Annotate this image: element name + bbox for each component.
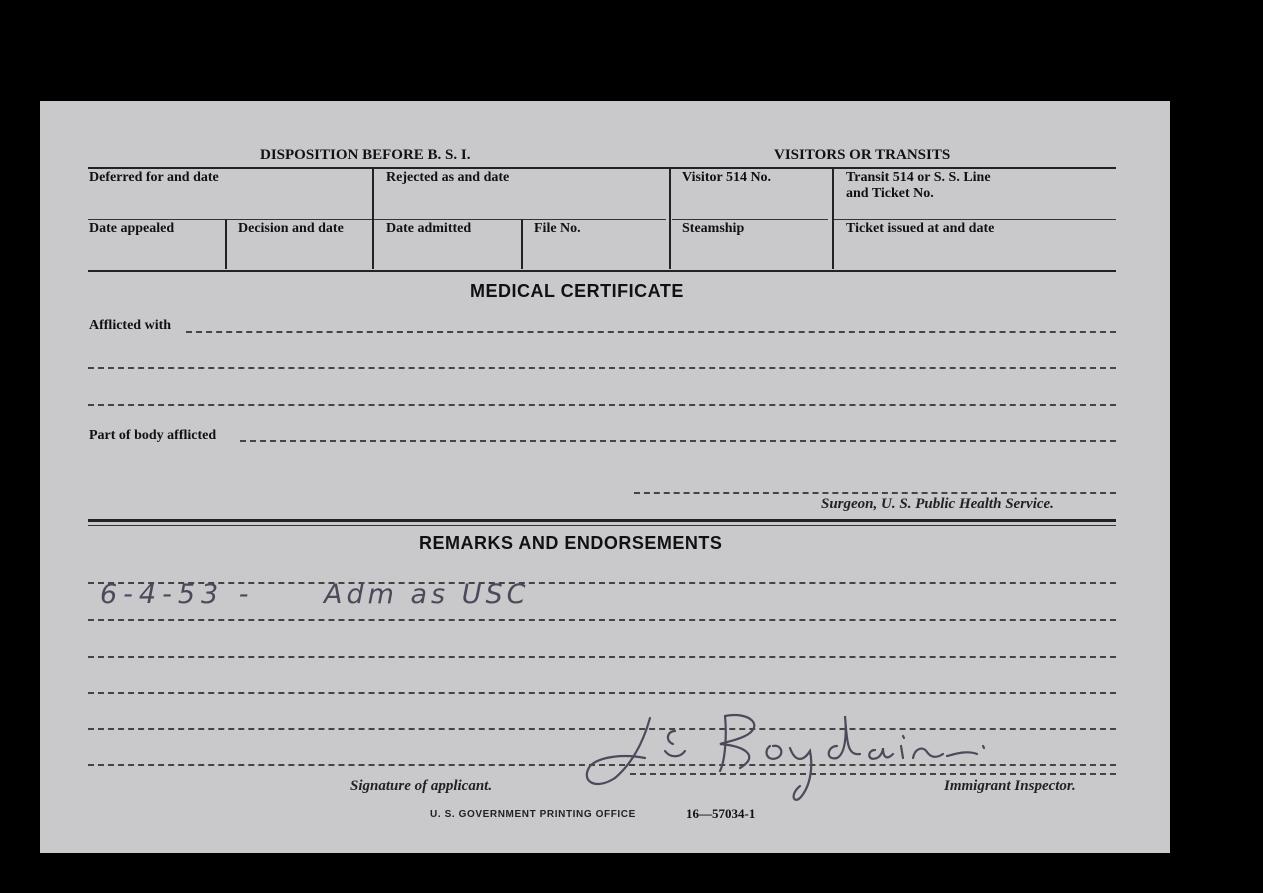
- visitors-title: VISITORS OR TRANSITS: [774, 147, 951, 163]
- rule: [672, 219, 828, 220]
- rejected-label: Rejected as and date: [386, 170, 510, 185]
- steamship-label: Steamship: [682, 221, 745, 236]
- blank-line: [88, 404, 1116, 406]
- disposition-title: DISPOSITION BEFORE B. S. I.: [260, 147, 471, 163]
- file-no-label: File No.: [534, 221, 581, 236]
- blank-line: [186, 331, 1116, 333]
- applicant-signature-caption: Signature of applicant.: [350, 778, 493, 794]
- blank-line: [240, 440, 1116, 442]
- date-appealed-label: Date appealed: [89, 221, 175, 236]
- blank-line: [88, 367, 1116, 369]
- rule: [834, 219, 1116, 220]
- form-number: 16—57034-1: [686, 806, 756, 821]
- rule: [88, 219, 666, 220]
- inspector-signature: [575, 706, 995, 811]
- column-divider: [669, 168, 671, 269]
- rule: [88, 167, 1116, 169]
- column-divider: [225, 219, 227, 269]
- visitor-514-label: Visitor 514 No.: [682, 170, 772, 185]
- afflicted-with-label: Afflicted with: [89, 318, 172, 333]
- blank-line: [88, 619, 1116, 621]
- rule: [88, 270, 1116, 272]
- blank-line: [88, 656, 1116, 658]
- transit-label-line1: Transit 514 or S. S. Line: [846, 170, 991, 185]
- record-card: [40, 101, 1170, 853]
- printer-imprint: U. S. GOVERNMENT PRINTING OFFICE: [430, 809, 636, 820]
- column-divider: [521, 219, 523, 269]
- immigrant-inspector-caption: Immigrant Inspector.: [944, 778, 1076, 794]
- remarks-title: REMARKS AND ENDORSEMENTS: [419, 533, 723, 553]
- decision-label: Decision and date: [238, 221, 344, 236]
- section-divider: [88, 525, 1116, 526]
- medical-certificate-title: MEDICAL CERTIFICATE: [470, 281, 684, 301]
- column-divider: [832, 168, 834, 269]
- deferred-label: Deferred for and date: [89, 170, 219, 185]
- transit-label-line2: and Ticket No.: [846, 186, 934, 201]
- part-of-body-label: Part of body afflicted: [89, 428, 217, 443]
- surgeon-caption: Surgeon, U. S. Public Health Service.: [821, 496, 1054, 512]
- column-divider: [372, 168, 374, 269]
- date-admitted-label: Date admitted: [386, 221, 472, 236]
- handwritten-date: 6-4-53 -: [100, 579, 255, 610]
- handwritten-note: Adm as USC: [324, 579, 530, 610]
- ticket-issued-label: Ticket issued at and date: [846, 221, 995, 236]
- signature-line: [634, 492, 1116, 494]
- blank-line: [88, 692, 1116, 694]
- section-divider: [88, 519, 1116, 522]
